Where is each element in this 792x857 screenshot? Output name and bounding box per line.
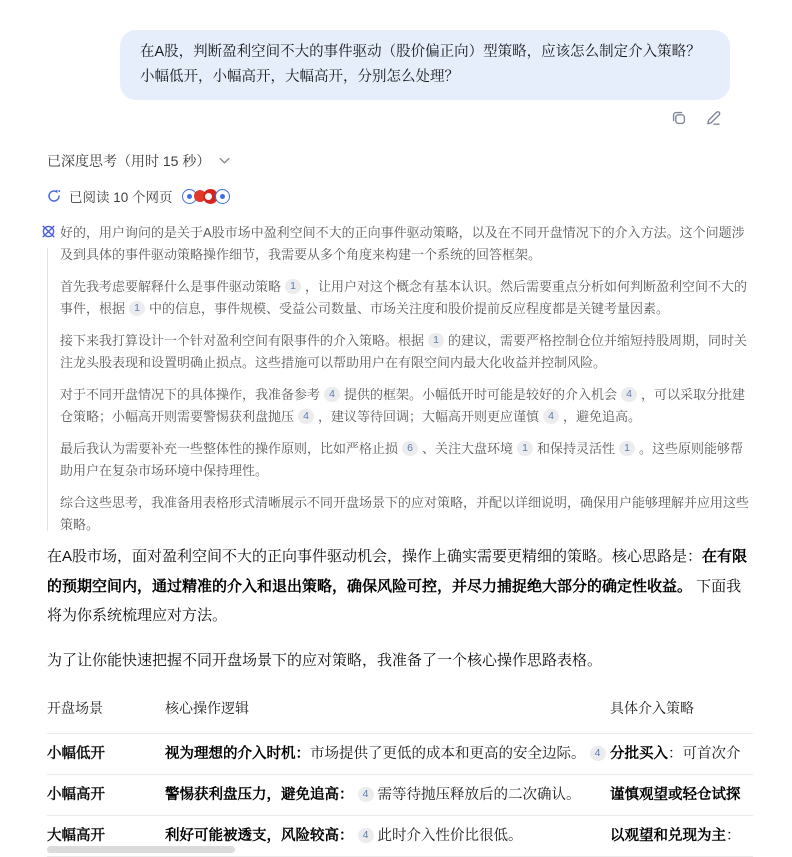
cell-strategy xyxy=(610,734,753,775)
edit-icon[interactable] xyxy=(704,109,722,127)
read-pages-label: 已阅读 10 个网页 xyxy=(69,190,173,205)
citation-badge[interactable]: 4 xyxy=(324,387,340,402)
cell-logic xyxy=(165,734,610,775)
thinking-paragraph xyxy=(60,438,756,481)
text-segment: ，可以采取分批建仓策略；小幅高开则需要警惕获利盘抛压 xyxy=(60,387,746,424)
bold-text: 谨慎观望或轻仓试探 xyxy=(610,787,741,803)
text-segment: 下面我将为你系统梳理应对方法。 xyxy=(47,577,742,624)
thinking-paragraph xyxy=(60,492,756,535)
cell-logic xyxy=(165,775,610,816)
text-segment: 。这些原则能够帮助用户在复杂市场环境中保持理性。 xyxy=(60,441,744,478)
answer-paragraph xyxy=(47,542,755,631)
answer-paragraph xyxy=(47,646,755,676)
thinking-block xyxy=(60,222,756,535)
text-segment: 首先我考虑要解释什么是事件驱动策略 xyxy=(60,279,282,294)
copy-icon[interactable] xyxy=(670,109,688,127)
citation-badge[interactable]: 4 xyxy=(298,409,314,424)
citation-badge[interactable]: 4 xyxy=(358,828,374,843)
citation-badge[interactable]: 1 xyxy=(129,301,145,316)
cell-scene: 大幅高开 xyxy=(47,816,165,857)
assistant-answer xyxy=(47,542,755,675)
text-segment: 的建议，需要严格控制仓位并缩短持股周期，同时关注龙头股表现和设置明确止损点。这些措施可以帮助用户在有限空间内最大化收益并控制风险。 xyxy=(60,333,748,370)
thinking-paragraph xyxy=(60,276,756,319)
text-segment: ：可首次介 xyxy=(668,746,741,762)
text-segment: 、关注大盘环境 xyxy=(422,441,514,456)
citation-badge[interactable]: 6 xyxy=(402,441,418,456)
text-segment: 中的信息，事件规模、受益公司数量、市场关注度和股价提前反应程度都是关键考量因素。 xyxy=(149,300,670,316)
read-pages-summary[interactable] xyxy=(46,186,230,206)
horizontal-scrollbar-thumb[interactable] xyxy=(47,846,235,853)
text-segment: ，让用户对这个概念有基本认识。然后需要重点分析如何判断盈利空间不大的事件，根据 xyxy=(60,279,748,316)
col-header-strategy: 具体介入策略 xyxy=(610,689,753,734)
citation-badge[interactable]: 4 xyxy=(590,746,606,761)
user-message-row xyxy=(0,0,792,100)
text-segment: 综合这些思考，我准备用表格形式清晰展示不同开盘场景下的应对策略，并配以详细说明，确保用户能够理解并应用这些策略。 xyxy=(60,495,750,532)
strategy-table xyxy=(47,689,753,857)
table-header-row xyxy=(47,689,753,734)
cell-strategy xyxy=(610,775,753,816)
site-favicons xyxy=(182,189,230,204)
cell-strategy xyxy=(610,816,753,857)
col-header-scene: 开盘场景 xyxy=(47,689,165,734)
text-segment: 为了让你能快速把握不同开盘场景下的应对策略，我准备了一个核心操作思路表格。 xyxy=(47,651,603,669)
text-segment: 需等待抛压释放后的二次确认。 xyxy=(377,787,581,803)
strategy-table-container xyxy=(47,689,753,857)
text-segment: 接下来我打算设计一个针对盈利空间有限事件的介入策略。根据 xyxy=(60,333,425,348)
deep-think-label: 已深度思考（用时 15 秒） xyxy=(47,153,211,169)
citation-badge[interactable]: 4 xyxy=(358,787,374,802)
col-header-logic: 核心操作逻辑 xyxy=(165,689,610,734)
thinking-paragraph xyxy=(60,330,756,373)
table-row xyxy=(47,734,753,775)
citation-badge[interactable]: 1 xyxy=(285,279,301,294)
deep-think-toggle[interactable] xyxy=(47,151,230,171)
chevron-down-icon xyxy=(219,157,230,165)
text-segment: 在A股市场，面对盈利空间不大的正向事件驱动机会，操作上确实需要更精细的策略。核心思路是： xyxy=(47,548,703,565)
bold-text: 利好可能被透支，风险较高： xyxy=(165,828,354,844)
citation-badge[interactable]: 4 xyxy=(543,409,559,424)
text-segment: ，避免追高。 xyxy=(563,408,642,424)
text-segment: ： xyxy=(726,828,741,844)
message-actions xyxy=(0,100,792,127)
bold-text: 分批买入 xyxy=(610,746,668,762)
text-segment: 提供的框架。小幅低开时可能是较好的介入机会 xyxy=(344,387,618,402)
citation-badge[interactable]: 1 xyxy=(619,441,635,456)
text-segment: 此时介入性价比很低。 xyxy=(377,828,523,844)
atom-icon xyxy=(41,224,56,244)
text-segment: 市场提供了更低的成本和更高的安全边际。 xyxy=(310,746,586,762)
bold-text: 视为理想的介入时机： xyxy=(165,746,310,762)
citation-badge[interactable]: 4 xyxy=(621,387,637,402)
thinking-paragraph xyxy=(60,384,756,427)
bold-text: 以观望和兑现为主 xyxy=(610,828,726,844)
text-segment: 好的，用户询问的是关于A股市场中盈利空间不大的正向事件驱动策略，以及在不同开盘情况下的介入方法。这个问题涉及到具体的事件驱动策略操作细节，我需要从多个角度来构建一个系统的回答框架。 xyxy=(60,225,745,262)
text-segment: 最后我认为需要补充一些整体性的操作原则，比如严格止损 xyxy=(60,441,399,456)
citation-badge[interactable]: 1 xyxy=(517,441,533,456)
bold-text: 警惕获利盘压力，避免追高： xyxy=(165,787,354,803)
cell-scene: 小幅高开 xyxy=(47,775,165,816)
table-row xyxy=(47,775,753,816)
thinking-paragraph xyxy=(60,222,756,265)
favicon-4-icon xyxy=(215,189,230,204)
refresh-icon xyxy=(46,188,62,204)
bold-text: 在有限的预期空间内，通过精准的介入和退出策略，确保风险可控，并尽力捕捉绝大部分的确定性收益。 xyxy=(47,548,748,595)
text-segment: ，建议等待回调；大幅高开则更应谨慎 xyxy=(318,408,540,424)
user-message-bubble: 在A股，判断盈利空间不大的事件驱动（股价偏正向）型策略，应该怎么制定介入策略？小幅低开，小幅高开，大幅高开，分别怎么处理？ xyxy=(120,30,730,100)
text-segment: 和保持灵活性 xyxy=(537,441,616,456)
cell-scene: 小幅低开 xyxy=(47,734,165,775)
citation-badge[interactable]: 1 xyxy=(428,333,444,348)
text-segment: 对于不同开盘情况下的具体操作，我准备参考 xyxy=(60,387,321,402)
